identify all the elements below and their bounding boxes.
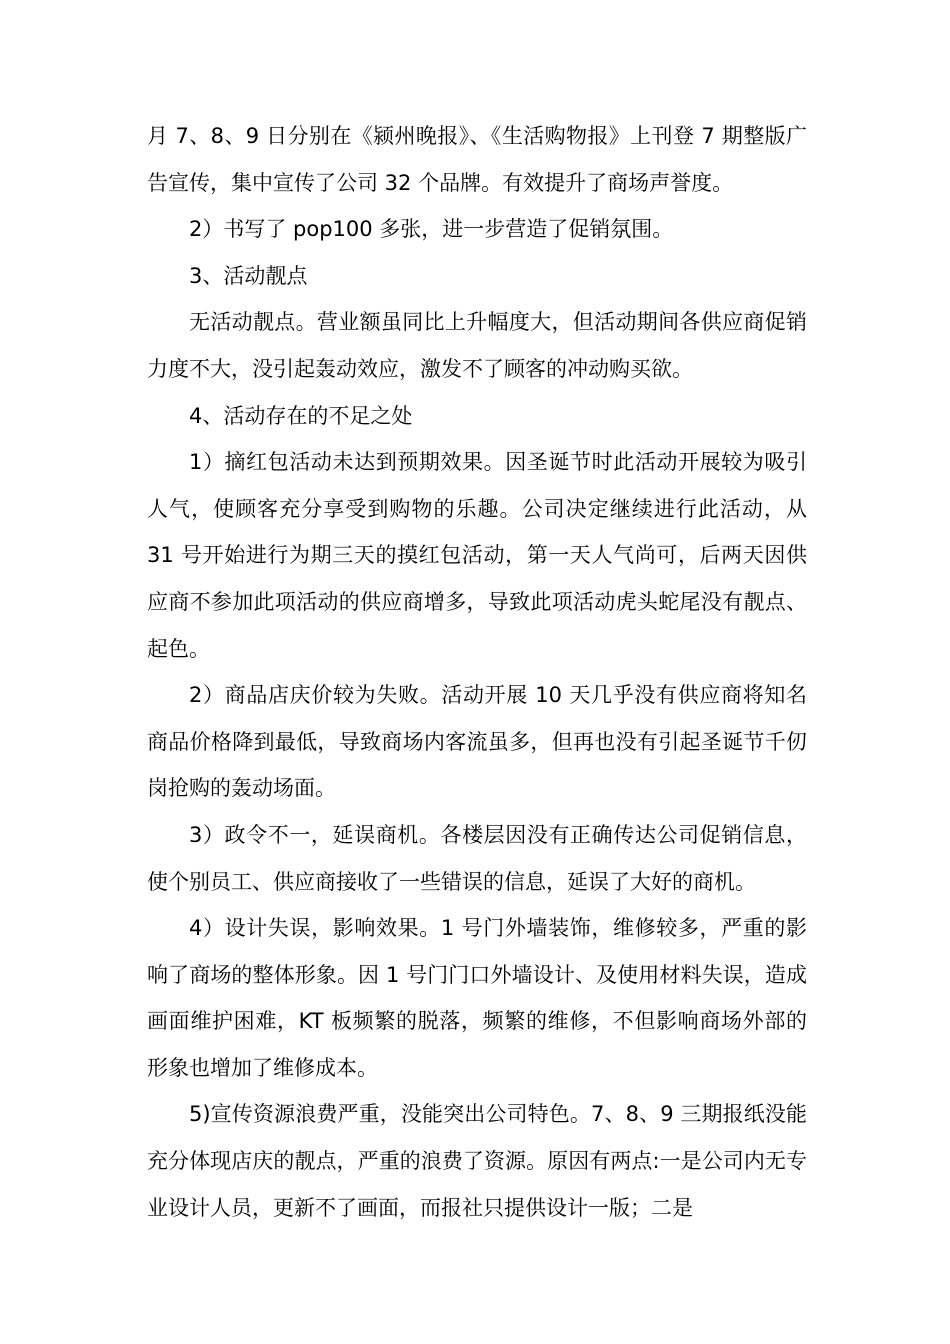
paragraph-1: 月 7、8、9 日分别在《颍州晚报》、《生活购物报》上刊登 7 期整版广告宣传，集中宣传了公司 32 个品牌。有效提升了商场声誉度。 (147, 124, 807, 195)
paragraph-6: 1）摘红包活动未达到预期效果。因圣诞节时此活动开展较为吸引人气，使顾客充分享受到购物的乐趣。公司决定继续进行此活动，从 31 号开始进行为期三天的摸红包活动，第一天人气尚可，后两天因供应商不参加此项活动的供应商增多，导致此项活动虎头蛇尾没有靓点、起色。 (147, 450, 807, 661)
paragraph-10: 5)宣传资源浪费严重，没能突出公司特色。7、8、9 三期报纸没能充分体现店庆的靓点，严重的浪费了资源。原因有两点:一是公司内无专业设计人员，更新不了画面，而报社只提供设计一版；二是 (147, 1102, 807, 1220)
paragraph-8: 3）政令不一，延误商机。各楼层因没有正确传达公司促销信息，使个别员工、供应商接收了一些错误的信息，延误了大好的商机。 (147, 822, 807, 894)
paragraph-2: 2）书写了 pop100 多张，进一步营造了促销氛围。 (189, 217, 674, 242)
paragraph-9: 4）设计失误，影响效果。1 号门外墙装饰，维修较多，严重的影响了商场的整体形象。因 1 号门门口外墙设计、及使用材料失误，造成画面维护困难，KT 板频繁的脱落，频繁的维修，不但影响商场外部的形象也增加了维修成本。 (147, 916, 807, 1080)
section-heading-3: 3、活动靓点 (189, 263, 308, 288)
section-heading-4: 4、活动存在的不足之处 (189, 403, 413, 428)
paragraph-7: 2）商品店庆价较为失败。活动开展 10 天几乎没有供应商将知名商品价格降到最低，导致商场内客流虽多，但再也没有引起圣诞节千仞岗抢购的轰动场面。 (147, 683, 807, 801)
paragraph-4: 无活动靓点。营业额虽同比上升幅度大，但活动期间各供应商促销力度不大，没引起轰动效应，激发不了顾客的冲动购买欲。 (147, 310, 807, 381)
document-body (147, 113, 807, 1231)
